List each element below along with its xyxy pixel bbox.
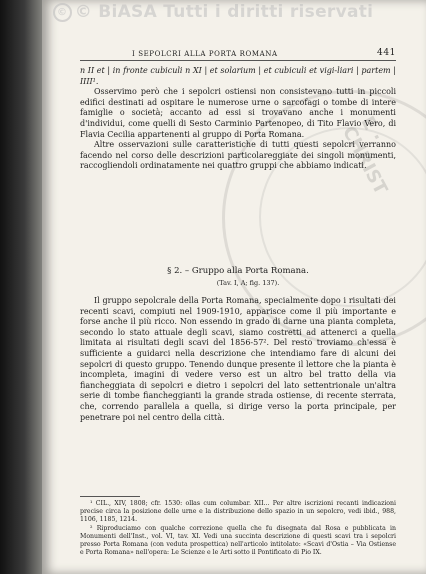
paragraph: Osservimo però che i sepolcri ostiensi non consistevano tutti in piccoli edifici destinati ad ospitare le numerose urne o sarcofagi o tombe di intere famiglie o società; accanto ad essi si trovavano anche i monumenti d'individui, come quelli di Sesto Carminio Partenopeo, di Tito Flavio Vero, di Flavia Cecilia appartenenti al gruppo di Porta Romana. <box>80 87 396 139</box>
footnote: ¹ CIL., XIV, 1808; cfr. 1530: ollas cum columbar. XII... Per altre iscrizioni recanti indicazioni precise circa la posizione delle urne e la distribuzione dello spazio in un sepolcro, vedi ibid., 988, 1106, 1185, 1214. <box>80 500 396 524</box>
paragraph: n II et | in fronte cubiculi n XI | et solarium | et cubiculi et vigi-liari | partem | IIII¹. <box>80 66 396 86</box>
section-subtitle: (Tav. I, A; fig. 137). <box>216 279 280 287</box>
copyright-watermark <box>0 2 426 22</box>
seal-lettering: E · CHRIST <box>337 113 392 199</box>
section-heading <box>80 266 396 287</box>
paragraph: Il gruppo sepolcrale della Porta Romana, specialmente dopo i risultati dei recenti scavi, compiuti nel 1909-1910, apparisce come il più importante e forse anche il più ricco. Non essendo in grado di darne una pianta completa, secondo lo stato attuale degli scavi, siamo costretti ad attenerci a quella limitata ai risultati degli scavi del 1856-57². Del resto troviamo ch'essa è sufficiente a guidarci nella descrizione che intendiamo fare di alcuni dei sepolcri di questo gruppo. Tenendo dunque presente il lettore che la pianta è incompleta, imagini di vedere verso est un altro bel tratto della via fiancheggiata di sepolcri e dietro i sepolcri del lato settentrionale un'altra serie di tombe fiancheggianti la grande strada ostiense, di recente sterrata, che, correndo parallela a quella, si dirige verso la porta principale, per penetrare poi nel centro della città. <box>80 296 396 422</box>
body-text-top <box>80 66 396 172</box>
page-number: 441 <box>377 48 396 58</box>
footnote-separator <box>80 496 140 497</box>
footnotes <box>80 500 396 557</box>
paragraph: Altre osservazioni sulle caratteristiche di tutti questi sepolcri verranno facendo nel corso delle descrizioni particolareggiate dei singoli monumenti, raccogliendoli ordinatamente nei quattro gruppi che abbiamo indicati. <box>80 140 396 171</box>
body-text-bottom <box>80 296 396 423</box>
running-head: I SEPOLCRI ALLA PORTA ROMANA <box>132 50 278 58</box>
book-gutter-shadow <box>0 0 44 574</box>
header-rule <box>80 60 396 61</box>
copyright-icon: © <box>53 3 72 22</box>
watermark-text: © BiASA Tutti i diritti riservati <box>74 2 374 22</box>
footnote: ² Riproduciamo con qualche correzione quella che fu disegnata dal Rosa e pubblicata in Monumenti dell'Inst., vol. VI, tav. XI. Vedi una succinta descrizione di questi scavi tra i sepolcri presso Porta Romana (con veduta prospettica) nell'articolo intitolato: «Scavi d'Ostia – Via Ostiense e Porta Romana» nell'opera: Le Scienze e le Arti sotto il Pontificato di Pio IX. <box>80 524 396 557</box>
section-title: § 2. – Gruppo alla Porta Romana. <box>167 266 309 276</box>
